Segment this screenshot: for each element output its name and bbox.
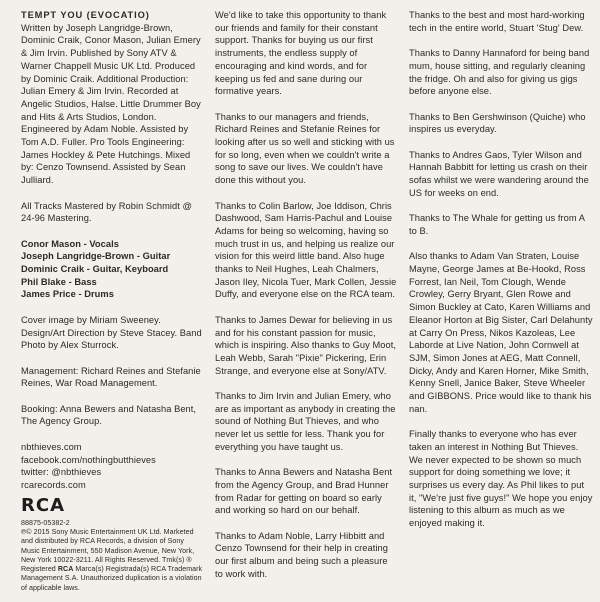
rca-logo: RCA <box>21 494 66 516</box>
label-link[interactable]: rcarecords.com <box>21 479 86 490</box>
band-member: Joseph Langridge-Brown - Guitar <box>21 251 171 262</box>
website-link[interactable]: nbthieves.com <box>21 441 82 452</box>
booking-credit: Booking: Anna Bewers and Natasha Bent, The Agency Group. <box>21 403 197 427</box>
thanks-paragraph: Thanks to The Whale for getting us from A to B. <box>409 213 585 236</box>
management-credit: Management: Richard Reines and Stefanie Reines, War Road Management. <box>21 365 201 389</box>
thanks-paragraph: We'd like to take this opportunity to thank our friends and family for their constant support. Thanks for buying us our first instruments, the endless supply of encouraging and kind words, and for keeping us fed and sane during our formative years. <box>215 10 387 97</box>
legal-notice <box>21 528 203 593</box>
thanks-paragraph: Thanks to Andres Gaos, Tyler Wilson and Hannah Babbitt for letting us crash on their sofas whilst we were wandering around the US for weeks on end. <box>409 149 589 198</box>
band-member: James Price - Drums <box>21 289 114 300</box>
thanks-paragraph: Finally thanks to everyone who has ever taken an interest in Nothing But Thieves. We never expected to be shown so much support for doing something we love; it surprises us every day. As Phil likes to put it, "We're just five guys!" We hope you enjoy listening to this album as much as we enjoyed making it. <box>409 429 593 529</box>
thanks-paragraph: Thanks to Adam Noble, Larry Hibbitt and Cenzo Townsend for their help in creating our first album and being such a pleasure to work with. <box>215 530 388 579</box>
band-member: Conor Mason - Vocals <box>21 238 119 249</box>
legal-rca-mark: RCA <box>57 565 74 574</box>
thanks-column-1 <box>215 9 398 593</box>
song-credits: Written by Joseph Langridge-Brown, Dominic Craik, Conor Mason, Julian Emery & Jim Irvin. Published by Sony ATV & Warner Chappell Music UK Ltd. Produced by Dominic Craik. Additional Production: Julian Emery & Jim Irvin. Recorded at Angelic Studios, Halse. Little Drummer Boy and Hits & Arts Studios, London. Engineered by Adam Noble. Assisted by Tom A.D. Fuller. Pro Tools Engineering: James Hockley & Pete Hutchings. Mixed by: Cenzo Townsend. Assisted by Sean Julliard. <box>21 22 201 186</box>
band-members <box>21 238 203 302</box>
catalog-number: 88875-05382-2 <box>21 518 70 527</box>
web-links <box>21 441 203 492</box>
thanks-paragraph: Thanks to Ben Gershwinson (Quiche) who inspires us everyday. <box>409 111 586 135</box>
band-member: Dominic Craik - Guitar, Keyboard <box>21 264 169 275</box>
thanks-paragraph: Also thanks to Adam Van Straten, Louise Mayne, George James at Be-Hookd, Ross Forrest, Ian Neil, Tom Clough, Wende Crowley, Gerry Bryant, Glen Rowe and Simon Buckley at Cato, Karen Williams and Eleanor Horton at Big Sister, Carl Delahunty at Carry On Press, Nikos Kazoleas, Lee Laborde at Live Nation, John Cornwell at SJM, Simon Jones at AEG, Matt Connell, Dicky, Andy and Karen Horner, Mike Smith, Kenny Snell, Janice Baker, Steve Wheeler and GIBBONS. Price would like to thank his nan. <box>409 251 593 414</box>
song-title: TEMPT YOU (EVOCATIO) <box>21 10 150 20</box>
art-credits: Cover image by Miriam Sweeney. Design/Art Direction by Steve Stacey. Band Photo by Alex Sturrock. <box>21 314 202 351</box>
legal-text-1: ℗© 2015 Sony Music Entertainment UK Ltd. Marketed and distributed by RCA Records, a division of Sony Music Entertainment, 550 Madison Avenue, New York, New York 10022-3211. All Rights Reserved. Tmk(s) ® Registered <box>21 527 195 574</box>
thanks-paragraph: Thanks to James Dewar for believing in us and for his constant passion for music, which is inspiring. Also thanks to Guy Moot, Leah Webb, Sarah "Pixie" Pickering, Erin Strange, and everyone else at Sony/ATV. <box>215 314 396 376</box>
thanks-paragraph: Thanks to Jim Irvin and Julian Emery, who are as important as anybody in creating the sound of Nothing But Thieves, and who never let us settle for less. Thank you for everything you have taught us. <box>215 391 396 452</box>
facebook-link[interactable]: facebook.com/nothingbutthieves <box>21 454 156 465</box>
thanks-paragraph: Thanks to Anna Bewers and Natasha Bent from the Agency Group, and Brad Hunner from Radar for getting on board so early and working so hard on our behalf. <box>215 467 393 516</box>
legal-text-2: Marca(s) Registrada(s) RCA Trademark Management S.A. Unauthorized duplication is a violation of applicable laws. <box>21 565 203 592</box>
thanks-paragraph: Thanks to the best and most hard-working tech in the entire world, Stuart 'Stug' Dew. <box>409 10 585 33</box>
thanks-paragraph: Thanks to Danny Hannaford for being band mum, house sitting, and regularly cleaning the fridge. Oh and also for giving us gigs before anyone else. <box>409 48 590 97</box>
band-member: Phil Blake - Bass <box>21 276 97 287</box>
credits-column <box>21 9 203 593</box>
twitter-link[interactable]: twitter: @nbthieves <box>21 467 102 478</box>
thanks-column-2 <box>409 9 593 542</box>
mastering-credit: All Tracks Mastered by Robin Schmidt @ 24-96 Mastering. <box>21 200 192 224</box>
thanks-paragraph: Thanks to our managers and friends, Richard Reines and Stefanie Reines for looking after us so well and sticking with us for so long, even when we couldn't write a song to save our lives. We couldn't have done this without you. <box>215 111 395 186</box>
thanks-paragraph: Thanks to Colin Barlow, Joe Iddison, Chris Dashwood, Sam Harris-Pachul and Louise Adams for being so welcoming, having so much trust in us, and helping us realize our vision for this weird little band. Also huge thanks to Neil Hughes, Leah Chalmers, Jason Iley, Nicola Tuer, Mark Collen, Jessie Duffy, and everyone else on the RCA team. <box>215 200 397 300</box>
